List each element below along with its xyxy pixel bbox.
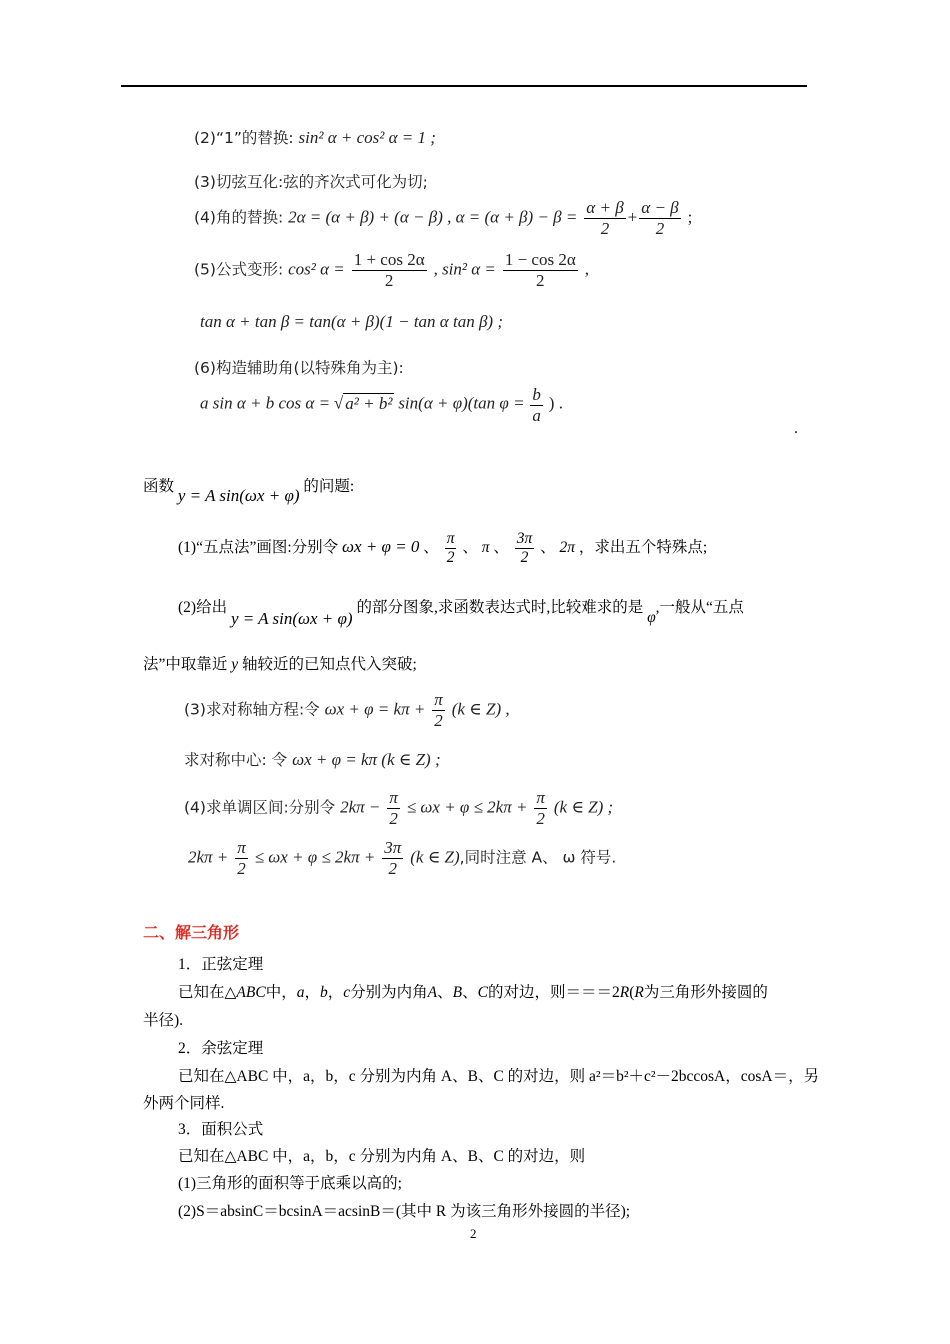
symmetry-axis: (3)求对称轴方程:令 ωx + φ = kπ + $\frac{\pi}{2}$ (k ∈ Z) , bbox=[184, 690, 510, 730]
line-tan-sin-conversion: (3)切弦互化:弦的齐次式可化为切; bbox=[194, 173, 428, 191]
page-number: 2 bbox=[470, 1226, 477, 1241]
line-identity-replacement: (2)“1”的替换: sin² α + cos² α = 1 ; bbox=[194, 128, 436, 147]
line-formula-transform: (5)公式变形: cos² α = $\frac{1 + \cos 2\alpha}{2}$ , sin² α = $\frac{1 - \cos 2\alpha}{2}$ , bbox=[194, 250, 589, 290]
cosine-law-text-2: 外两个同样. bbox=[143, 1095, 225, 1112]
line-auxiliary-angle-formula: a sin α + b cos α = √ a² + b² sin(α + φ)(tan φ = $\frac{b}{a}$ ) . bbox=[200, 385, 563, 425]
heading-area-formula: 3．面积公式 bbox=[178, 1121, 264, 1138]
stray-dot: . bbox=[794, 420, 798, 437]
fraction: $\frac{\pi}{2}$ bbox=[434, 690, 443, 730]
monotonic-interval-2: 2kπ + $\frac{\pi}{2}$ ≤ ωx + φ ≤ 2kπ + $\frac{3\pi}{2}$ (k ∈ Z),同时注意 A、 ω 符号. bbox=[188, 838, 617, 878]
fraction: $\frac{\pi}{2}$ bbox=[446, 530, 455, 566]
fraction: $\frac{\pi}{2}$ bbox=[536, 788, 545, 828]
section-heading-triangle: 二、解三角形 bbox=[143, 925, 240, 942]
fraction: $\frac{\alpha + \beta}{2}$ bbox=[586, 198, 624, 238]
line-tan-sum: tan α + tan β = tan(α + β)(1 − tan α tan β) ; bbox=[200, 312, 503, 331]
cosine-law-text: 已知在△ABC 中，a，b，c 分别为内角 A、B、C 的对边，则 a²＝b²＋c²－2bccosA，cosA＝，另 bbox=[178, 1068, 820, 1085]
five-point-method: (1)“五点法”画图:分别令 ωx + φ = 0 、 $\frac{\pi}{2}$ 、 π 、 $\frac{3\pi}{2}$ 、 2π ，求出五个特殊点; bbox=[178, 530, 708, 566]
function-intro: 函数 y = A sin(ωx + φ) 的问题: bbox=[143, 478, 355, 505]
heading-sine-law: 1．正弦定理 bbox=[178, 956, 264, 973]
symmetry-center: 求对称中心: 令 ωx + φ = kπ (k ∈ Z) ; bbox=[184, 750, 441, 769]
area-formula-item-2: (2)S＝absinC＝bcsinA＝acsinB＝(其中 R 为该三角形外接圆的半径); bbox=[178, 1203, 631, 1220]
heading-cosine-law: 2．余弦定理 bbox=[178, 1040, 264, 1057]
sine-law-text: 已知在△ABC中，a，b，c分别为内角A、B、C的对边，则＝＝＝2R(R为三角形外接圆的 bbox=[178, 984, 768, 1001]
monotonic-interval: (4)求单调区间:分别令 2kπ − $\frac{\pi}{2}$ ≤ ωx + φ ≤ 2kπ + $\frac{\pi}{2}$ (k ∈ Z) ; bbox=[184, 788, 614, 828]
line-auxiliary-angle: (6)构造辅助角(以特殊角为主): bbox=[194, 359, 404, 377]
fraction: $\frac{\alpha - \beta}{2}$ bbox=[641, 198, 679, 238]
fraction: $\frac{b}{a}$ bbox=[532, 385, 541, 425]
sine-law-text-2: 半径). bbox=[143, 1012, 184, 1029]
area-formula-item-1: (1)三角形的面积等于底乘以高的; bbox=[178, 1175, 402, 1192]
area-formula-text: 已知在△ABC 中，a，b，c 分别为内角 A、B、C 的对边，则 bbox=[178, 1148, 586, 1165]
fraction: $\frac{1 + \cos 2\alpha}{2}$ bbox=[353, 250, 425, 290]
partial-graph-line-2: 法”中取靠近 y 轴较近的已知点代入突破; bbox=[143, 656, 417, 673]
fraction: $\frac{3\pi}{2}$ bbox=[516, 530, 533, 566]
header-rule bbox=[121, 85, 807, 87]
fraction: $\frac{1 - \cos 2\alpha}{2}$ bbox=[504, 250, 576, 290]
fraction: $\frac{\pi}{2}$ bbox=[237, 838, 246, 878]
partial-graph-line: (2)给出 y = A sin(ωx + φ) 的部分图象,求函数表达式时,比较难求的是 φ,一般从“五点 bbox=[178, 599, 744, 628]
fraction: $\frac{3\pi}{2}$ bbox=[384, 838, 402, 878]
line-angle-replacement: (4)角的替换: 2α = (α + β) + (α − β) , α = (α + β) − β = $\frac{\alpha + \beta}{2}$ + $\frac{\alpha - \beta}{2}$ ; bbox=[194, 198, 693, 238]
fraction: $\frac{\pi}{2}$ bbox=[389, 788, 398, 828]
